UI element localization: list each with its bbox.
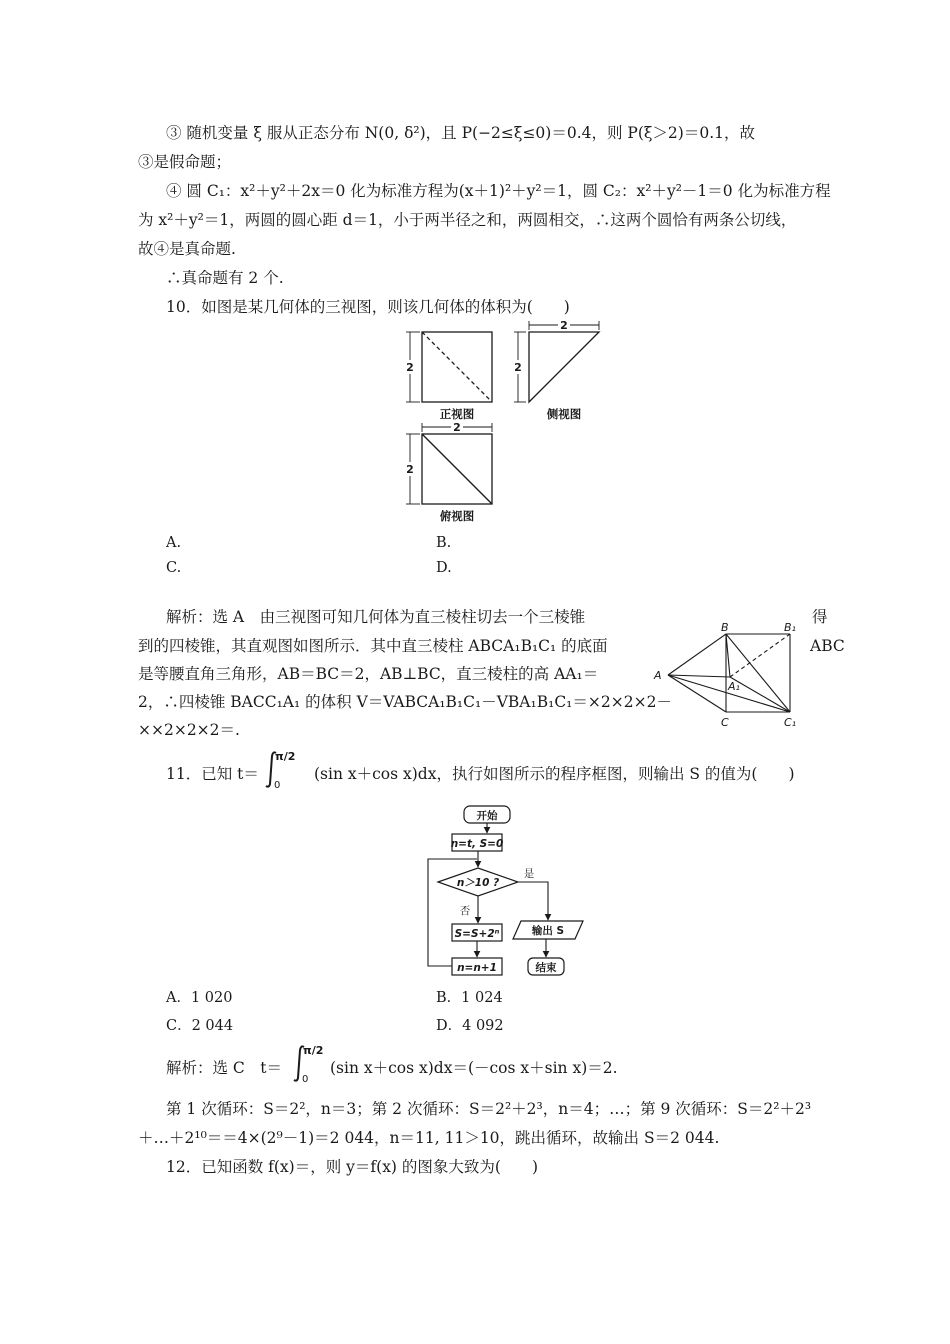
vertex-b-label: B [721,621,729,634]
conclusion: ∴真命题有 2 个. [166,269,284,287]
paragraph-4-line-3: 故④是真命题. [138,240,236,258]
q11-solution-prefix: 解析：选 C t＝ [166,1059,283,1077]
q11-option-b: B．1 024 [436,990,503,1006]
q11-option-d: D．4 092 [436,1018,504,1034]
vertex-c1-label: C₁ [784,716,797,729]
q11-loop-line-2: ＋…＋2¹⁰＝＝4×(2⁹－1)＝2 044，n＝11, 11＞10，跳出循环，故输出 S＝2 044. [138,1129,720,1147]
top-height-label: 2 [406,463,414,476]
q11-stem-prefix: 11．已知 t＝ [166,765,259,783]
side-view-caption: 侧视图 [546,407,582,421]
side-width-label: 2 [560,319,568,332]
q10-stem: 10．如图是某几何体的三视图，则该几何体的体积为( ) [166,298,570,316]
q10-option-a: A. [166,535,182,551]
top-width-label: 2 [453,421,461,434]
paragraph-3-line-2: ③是假命题； [138,153,232,171]
q11-stem-suffix: (sin x＋cos x)dx，执行如图所示的程序框图，则输出 S 的值为( ) [314,765,795,783]
integral-lower-limit: 0 [274,780,281,790]
solution-integral-lower-limit: 0 [302,1074,309,1084]
start-label: 开始 [476,810,498,822]
q10-option-d: D. [436,560,452,576]
q11-loop-line-1: 第 1 次循环：S＝2²，n＝3；第 2 次循环：S＝2²＋2³，n＝4；…；第 9 次循环：S＝2²＋2³ [166,1100,812,1118]
q11-option-a: A．1 020 [166,990,233,1006]
init-label: n=t, S=0 [450,838,504,850]
output-label: 输出 S [531,925,565,937]
solution-integral-sign [292,1042,326,1084]
solid-figure [648,620,808,730]
q10-solution-line-3: 是等腰直角三角形，AB＝BC＝2，AB⊥BC，直三棱柱的高 AA₁＝ [138,665,599,683]
integral-upper-limit: π/2 [275,750,296,763]
vertex-c-label: C [721,716,729,729]
increment-label: n=n+1 [457,962,497,974]
flowchart [420,800,600,980]
top-view-diagonal [422,434,492,504]
vertex-b1-label: B₁ [784,621,796,634]
paragraph-3-line-1: ③ 随机变量 ξ 服从正态分布 N(0, δ²)，且 P(−2≤ξ≤0)＝0.4，则 P(ξ＞2)＝0.1，故 [166,124,755,142]
paragraph-4-line-2: 为 x²＋y²＝1，两圆的圆心距 d＝1，小于两半径之和，两圆相交，∴这两个圆恰有两条公切线， [138,211,797,229]
vertex-a-label: A [654,669,662,682]
solution-integral-upper-limit: π/2 [303,1044,324,1057]
condition-label: n＞10 ? [456,877,500,889]
q10-solution-line-1: 解析：选 A 由三视图可知几何体为直三棱柱切去一个三棱锥 [166,608,586,626]
q10-solution-line-5: ××2×2×2＝. [138,721,240,739]
front-view-hidden-diagonal [422,332,492,402]
q11-option-c: C．2 044 [166,1018,234,1034]
paragraph-4-line-1: ④ 圆 C₁：x²＋y²＋2x＝0 化为标准方程为(x＋1)²＋y²＝1，圆 C₂：x²＋y²－1＝0 化为标准方程 [166,182,831,200]
q10-solution-line-4: 2，∴四棱锥 BACC₁A₁ 的体积 V＝VABCA₁B₁C₁－VBA₁B₁C₁＝×2×2×2－ [138,693,672,711]
top-view-caption: 俯视图 [439,509,475,523]
front-height-label: 2 [406,361,414,374]
q11-solution-suffix: (sin x＋cos x)dx＝(－cos x＋sin x)＝2. [330,1059,618,1077]
no-label: 否 [459,905,471,917]
q10-solution-line-1-end: 得 [812,608,828,626]
vertex-a1-label: A₁ [728,680,740,693]
q10-option-b: B. [436,535,452,551]
q10-solution-line-2: 到的四棱锥，其直观图如图所示．其中直三棱柱 ABCA₁B₁C₁ 的底面 [138,637,608,655]
update-label: S=S+2ⁿ [454,928,500,940]
end-label: 结束 [535,962,557,974]
yes-label: 是 [523,868,535,880]
side-height-label: 2 [514,361,522,374]
side-view-triangle [529,332,599,402]
integral-sign [264,748,298,790]
front-view-caption: 正视图 [439,407,475,421]
q10-option-c: C. [166,560,182,576]
q12-stem: 12．已知函数 f(x)＝，则 y＝f(x) 的图象大致为( ) [166,1158,539,1176]
three-view-figure [398,318,614,528]
q10-solution-line-2-end: ABC [810,637,845,655]
